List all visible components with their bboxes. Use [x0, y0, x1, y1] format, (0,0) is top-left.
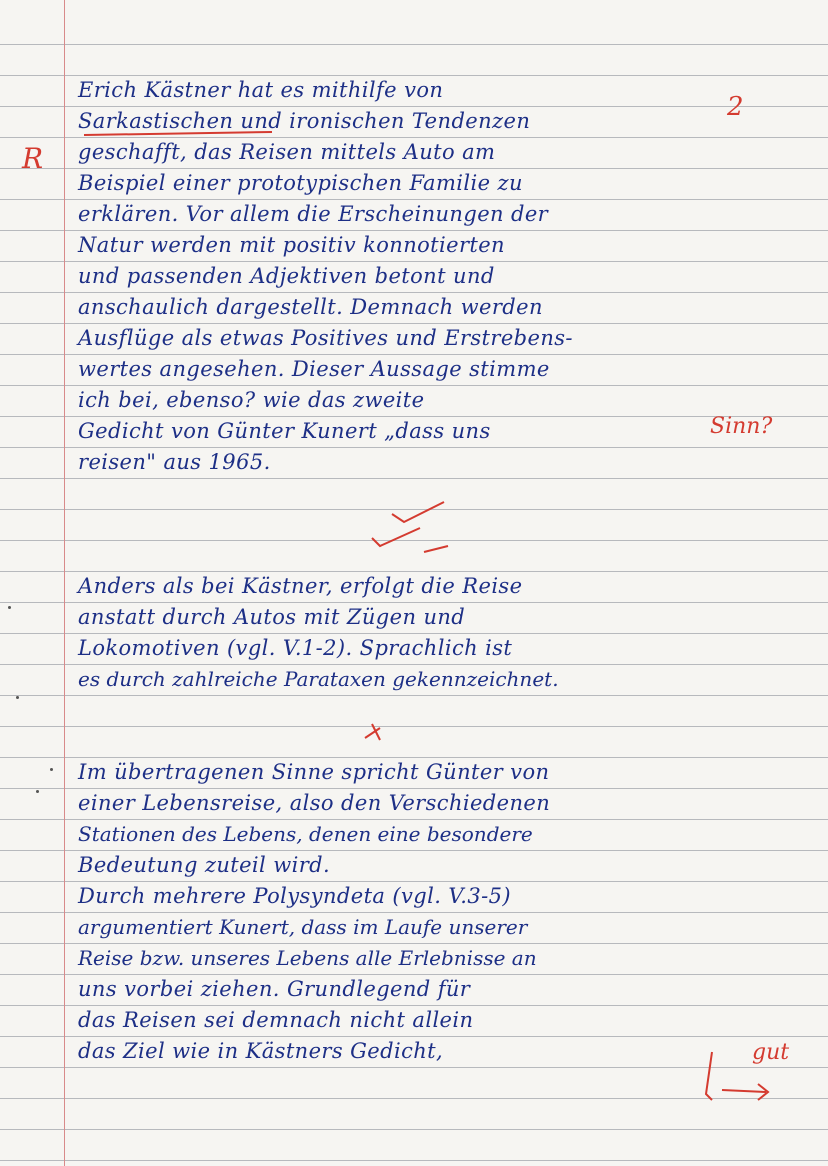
check-mark: [424, 546, 448, 552]
text-line: uns vorbei ziehen. Grundlegend für: [78, 977, 471, 1001]
text-line: anstatt durch Autos mit Zügen und: [78, 605, 466, 629]
text-line: reisen" aus 1965.: [78, 450, 271, 474]
text-line: Erich Kästner hat es mithilfe von: [78, 78, 444, 102]
text-line: anschaulich dargestellt. Demnach werden: [78, 295, 543, 319]
gut-comment: gut: [752, 1040, 790, 1065]
text-line: erklären. Vor allem die Erscheinungen der: [78, 202, 549, 226]
text-line: Bedeutung zuteil wird.: [78, 853, 331, 877]
text-line: geschafft, das Reisen mittels Auto am: [78, 140, 496, 164]
grade-mark: 2: [727, 92, 744, 122]
text-line: und passenden Adjektiven betont und: [78, 264, 495, 288]
text-line: Gedicht von Günter Kunert „dass uns: [78, 419, 491, 443]
text-line: wertes angesehen. Dieser Aussage stimme: [78, 357, 550, 381]
text-line: Lokomotiven (vgl. V.1-2). Sprachlich ist: [78, 636, 513, 660]
text-line: Im übertragenen Sinne spricht Günter von: [78, 760, 550, 784]
text-line: Natur werden mit positiv konnotierten: [78, 233, 505, 257]
text-line: argumentiert Kunert, dass im Laufe unserer: [78, 915, 528, 939]
sinn-comment: Sinn?: [710, 414, 773, 439]
text-line: Anders als bei Kästner, erfolgt die Reise: [78, 574, 523, 598]
text-line: es durch zahlreiche Parataxen gekennzeichnet.: [78, 667, 559, 691]
underline-mark: [84, 132, 272, 135]
arrow-mark: [722, 1084, 768, 1100]
bracket-mark: [706, 1052, 712, 1100]
text-line: Durch mehrere Polysyndeta (vgl. V.3-5): [78, 884, 511, 908]
text-line: Beispiel einer prototypischen Familie zu: [78, 171, 523, 195]
text-line: das Ziel wie in Kästners Gedicht,: [78, 1039, 444, 1063]
text-line: Reise bzw. unseres Lebens alle Erlebnisse an: [78, 946, 537, 970]
text-line: ich bei, ebenso? wie das zweite: [78, 388, 425, 412]
margin-mark-r: R: [22, 142, 44, 175]
text-line: einer Lebensreise, also den Verschiedenen: [78, 791, 551, 815]
check-mark: [392, 502, 444, 522]
text-line: Ausflüge als etwas Positives und Erstrebens-: [78, 326, 573, 350]
text-line: Sarkastischen und ironischen Tendenzen: [78, 109, 531, 133]
check-mark: [372, 528, 420, 546]
check-mark: [365, 724, 380, 740]
text-line: Stationen des Lebens, denen eine besondere: [78, 822, 533, 846]
text-line: das Reisen sei demnach nicht allein: [78, 1008, 474, 1032]
